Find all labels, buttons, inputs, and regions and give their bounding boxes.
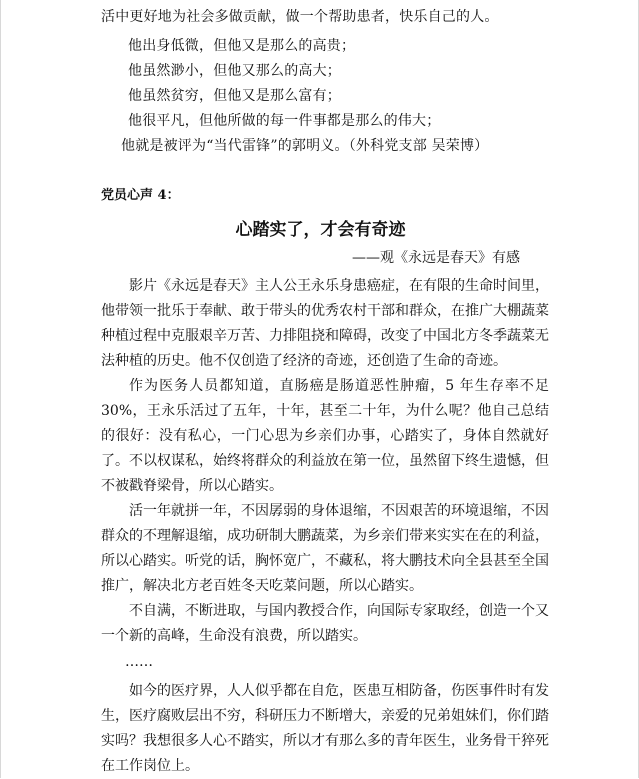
text-line: 他就是被评为“当代雷锋”的郭明义。（外科党支部 吴荣博） bbox=[121, 138, 489, 154]
paragraph: 影片《永远是春天》主人公王永乐身患癌症，在有限的生命时间里，他带领一批乐于奉献、敢于带头的优秀农村干部和群众，在推广大棚蔬菜种植过程中克服艰辛万苦、力排阻挠和障碍，改变了中国北方冬季蔬菜无法种植的历史。他不仅创造了经济的奇迹，还创造了生命的奇迹。 bbox=[101, 278, 549, 369]
section-label: 党员心声 4： bbox=[101, 188, 180, 203]
text-line: 他很平凡，但他所做的每一件事都是那么的伟大； bbox=[128, 113, 441, 129]
text-line: 他虽然贫穷，但他又是那么富有； bbox=[128, 88, 341, 104]
paragraph: 活一年就拼一年，不因孱弱的身体退缩，不因艰苦的环境退缩，不因群众的不理解退缩，成功研制大鹏蔬菜，为乡亲们带来实实在在的利益，所以心踏实。听党的话，胸怀宽广，不藏私，将大鹏技术向全县甚至全国推广，解决北方老百姓冬天吃菜问题，所以心踏实。 bbox=[101, 503, 549, 594]
paragraph: 不自满，不断进取，与国内教授合作，向国际专家取经，创造一个又一个新的高峰，生命没有浪费，所以踏实。 bbox=[101, 603, 549, 644]
article-title: 心踏实了，才会有奇迹 bbox=[235, 220, 406, 240]
paragraph: 不以权谋私，始终将群众的利益放在第一位，虽然留下终生遗憾，但不被戳脊梁骨，所以心踏实。 bbox=[101, 453, 549, 494]
text-line: 他出身低微，但他又是那么的高贵； bbox=[128, 38, 356, 54]
article-subtitle: ——观《永远是春天》有感 bbox=[352, 250, 520, 266]
text-line: 他虽然渺小，但他又那么的高大； bbox=[128, 63, 341, 79]
paragraph: 作为医务人员都知道，直肠癌是肠道恶性肿瘤，5 年生存率不足 30%，王永乐活过了五年，十年，甚至二十年，为什么呢？他自己总结的很好：没有私心，一门心思为乡亲们办事，心踏实了，身体自然就好了。 bbox=[101, 378, 549, 469]
ellipsis: …… bbox=[125, 654, 153, 670]
text-line: 活中更好地为社会多做贡献，做一个帮助患者，快乐自己的人。 bbox=[101, 9, 499, 25]
paragraph: 如今的医疗界，人人似乎都在自危，医患互相防备，伤医事件时有发生，医疗腐败层出不穷，科研压力不断增大，亲爱的兄弟姐妹们，你们踏实吗？我想很多人心不踏实，所以才有那么多的青年医生，业务骨干猝死在工作岗位上。 bbox=[101, 683, 549, 774]
